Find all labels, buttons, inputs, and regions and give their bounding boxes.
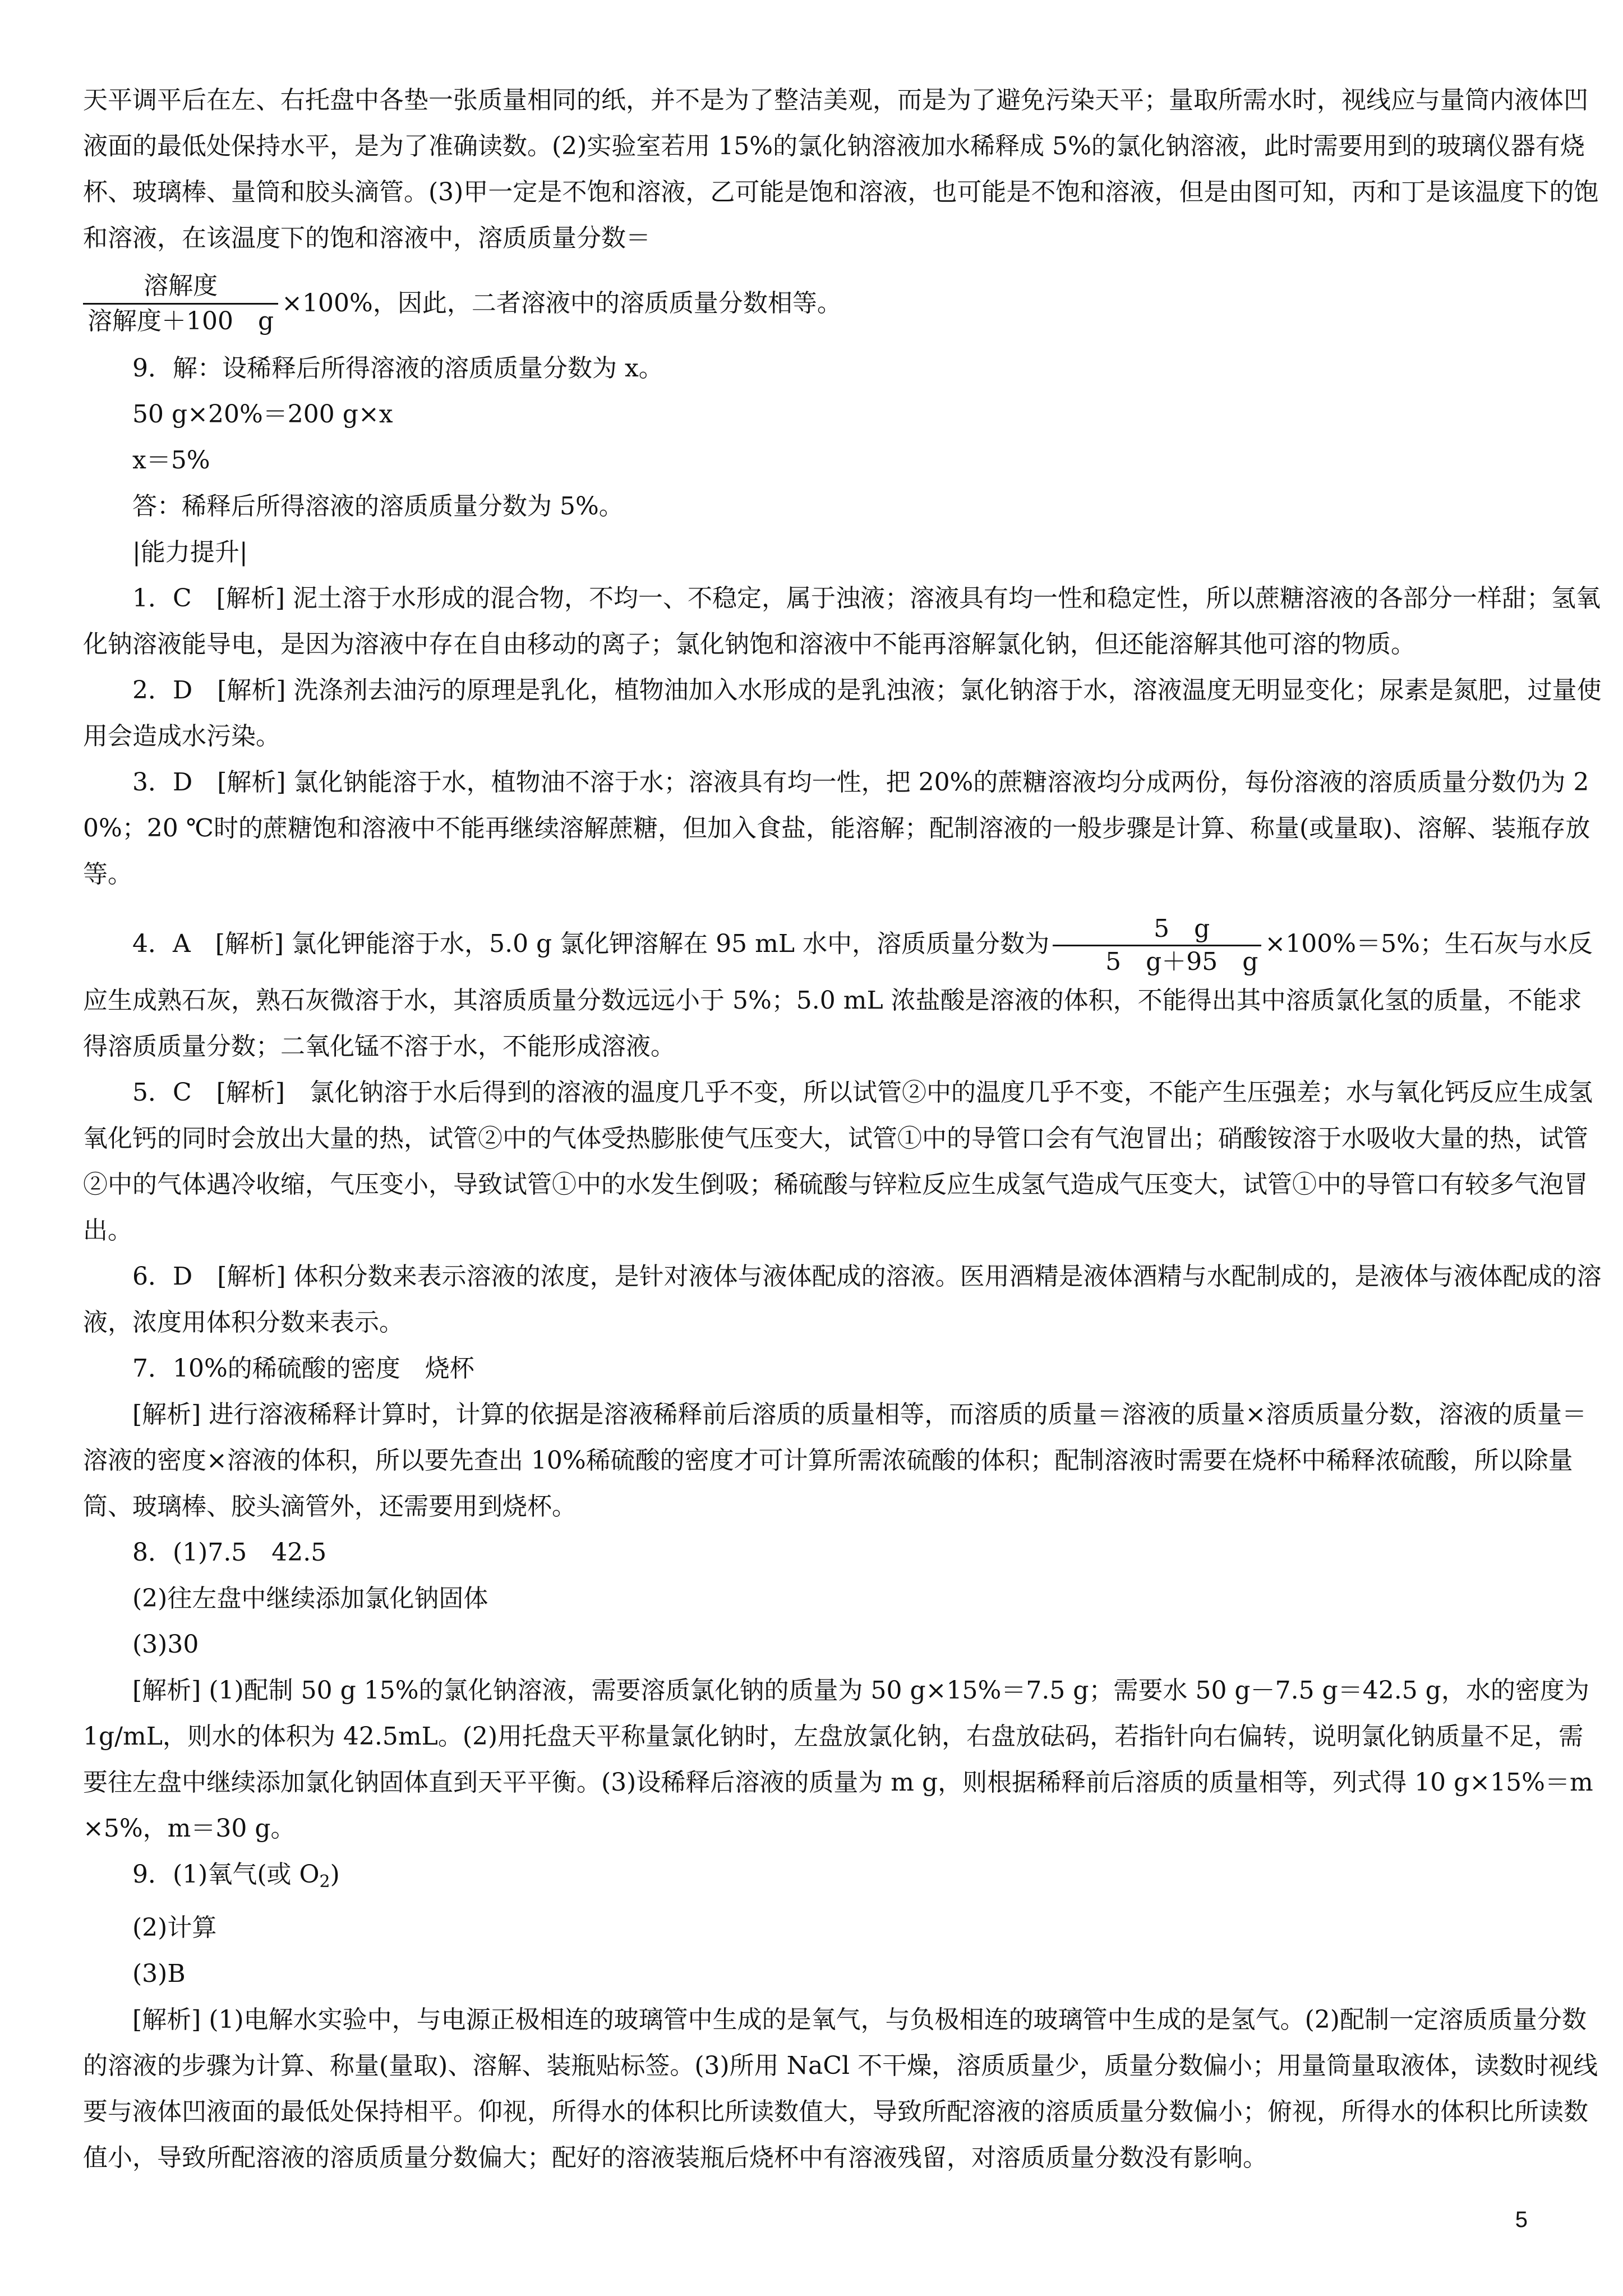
answer-9-analysis: [解析] (1)电解水实验中，与电源正极相连的玻璃管中生成的是氧气，与负极相连的玻璃管中生成的是氢气。(2)配制一定溶质质量分数的溶液的步骤为计算、称量(量取)、溶解、装瓶贴标签。(3)所用 NaCl 不干燥，溶质质量少，质量分数偏小；用量筒量取液体，读数时视线要与液体凹液面的最低处保持相平。仰视，所得水的体积比所读数值大，导致所配溶液的溶质质量分数偏小；俯视，所得水的体积比所读数值小，导致所配溶液的溶质质量分数偏大；配好的溶液装瓶后烧杯中有溶液残留，对溶质质量分数没有影响。 <box>83 2005 1598 2172</box>
answer-3: 3．D [解析] 氯化钠能溶于水，植物油不溶于水；溶液具有均一性，把 20%的蔗糖溶液均分成两份，每份溶液的溶质质量分数仍为 20%；20 ℃时的蔗糖饱和溶液中不能再继续溶解蔗糖，但加入食盐，能溶解；配制溶液的一般步骤是计算、称量(或量取)、溶解、装瓶存放等。 <box>83 768 1590 889</box>
answer-8-part-3: (3)30 <box>132 1630 199 1659</box>
answer-8-part-2: (2)往左盘中继续添加氯化钠固体 <box>132 1584 488 1613</box>
answer-8-parts <box>83 1530 1605 1668</box>
answer-9-part-1-close: ) <box>330 1860 340 1889</box>
answer-9-part-2: (2)计算 <box>132 1913 217 1942</box>
answer-8-analysis: [解析] (1)配制 50 g 15%的氯化钠溶液，需要溶质氯化钠的质量为 50 g×15%＝7.5 g；需要水 50 g－7.5 g＝42.5 g，水的密度为 1g/mL，则水的体积为 42.5mL。(2)用托盘天平称量氯化钠时，左盘放氯化钠，右盘放砝码，若指针向右偏转，说明氯化钠质量不足，需要往左盘中继续添加氯化钠固体直到天平平衡。(3)设稀释后溶液的质量为 m g，则根据稀释前后溶质的质量相等，列式得 10 g×15%＝m×5%，m＝30 g。 <box>83 1676 1597 1843</box>
answer-1: 1．C [解析] 泥土溶于水形成的混合物，不均一、不稳定，属于浊液；溶液具有均一性和稳定性，所以蔗糖溶液的各部分一样甜；氢氧化钠溶液能导电，是因为溶液中存在自由移动的离子；氯化钠饱和溶液中不能再溶解氯化钠，但还能溶解其他可溶的物质。 <box>83 584 1601 659</box>
fraction-numerator: 溶解度 <box>144 271 218 300</box>
section-heading: |能力提升| <box>132 538 248 567</box>
q9-line-4: 答：稀释后所得溶液的溶质质量分数为 5%。 <box>132 492 624 521</box>
answer-8-part-1: 8．(1)7.5 42.5 <box>132 1538 327 1567</box>
answer-6: 6．D [解析] 体积分数来表示溶液的浓度，是针对液体与液体配成的溶液。医用酒精是液体酒精与水配制成的，是液体与液体配成的溶液，浓度用体积分数来表示。 <box>83 1262 1602 1337</box>
answer-9-parts <box>83 1852 1605 1997</box>
document-page <box>83 77 1605 2181</box>
paragraph-8-continued: 天平调平后在左、右托盘中各垫一张质量相同的纸，并不是为了整洁美观，而是为了避免污染天平；量取所需水时，视线应与量筒内液体凹液面的最低处保持水平，是为了准确读数。(2)实验室若用 15%的氯化钠溶液加水稀释成 5%的氯化钠溶液，此时需要用到的玻璃仪器有烧杯、玻璃棒、量筒和胶头滴管。(3)甲一定是不饱和溶液，乙可能是饱和溶液，也可能是不饱和溶液，但是由图可知，丙和丁是该温度下的饱和溶液，在该温度下的饱和溶液中，溶质质量分数＝ <box>83 86 1599 252</box>
answer-9-part-1-text: 9．(1)氧气(或 O <box>132 1860 320 1889</box>
q9-line-1: 9．解：设稀释后所得溶液的溶质质量分数为 x。 <box>132 354 663 383</box>
question-9-solution <box>83 346 1605 576</box>
answer-9-part-3: (3)B <box>132 1959 186 1988</box>
solubility-fraction <box>83 269 278 338</box>
answer-7-analysis: [解析] 进行溶液稀释计算时，计算的依据是溶液稀释前后溶质的质量相等，而溶质的质量＝溶液的质量×溶质质量分数，溶液的质量＝溶液的密度×溶液的体积，所以要先查出 10%稀硫酸的密度才可计算所需浓硫酸的体积；配制溶液时需要在烧杯中稀释浓硫酸，所以除量筒、玻璃棒、胶头滴管外，还需要用到烧杯。 <box>83 1400 1587 1521</box>
q9-line-2: 50 g×20%＝200 g×x <box>132 400 393 429</box>
answer-4 <box>83 913 1605 1070</box>
answer-4-before: 4．A [解析] 氯化钾能溶于水，5.0 g 氯化钾溶解在 95 mL 水中，溶质质量分数为 <box>132 930 1050 958</box>
inline-fraction-denominator: 5 g＋95 g <box>1105 947 1258 976</box>
answer-9-part-1 <box>132 1852 1605 1905</box>
page-number: 5 <box>1515 2207 1528 2232</box>
answer-5: 5．C [解析] 氯化钠溶于水后得到的溶液的温度几乎不变，所以试管②中的温度几乎不变，不能产生压强差；水与氧化钙反应生成氢氧化钙的同时会放出大量的热，试管②中的气体受热膨胀使气压变大，试管①中的导管口会有气泡冒出；硝酸铵溶于水吸收大量的热，试管②中的气体遇冷收缩，气压变小，导致试管①中的水发生倒吸；稀硫酸与锌粒反应生成氢气造成气压变大，试管①中的导管口有较多气泡冒出。 <box>83 1078 1593 1245</box>
spacer <box>83 898 1605 913</box>
answer-2: 2．D [解析] 洗涤剂去油污的原理是乳化，植物油加入水形成的是乳浊液；氯化钠溶于水，溶液温度无明显变化；尿素是氮肥，过量使用会造成水污染。 <box>83 676 1602 751</box>
inline-fraction-numerator: 5 g <box>1154 914 1210 943</box>
fraction-after-text: ×100%，因此，二者溶液中的溶质质量分数相等。 <box>282 289 842 318</box>
q9-line-3: x＝5% <box>132 446 210 475</box>
fraction-denominator: 溶解度＋100 g <box>87 306 274 335</box>
fraction-line <box>83 261 1605 346</box>
mass-fraction <box>1053 913 1261 978</box>
subscript: 2 <box>319 1872 330 1892</box>
answer-4-after: ×100%＝5%；生石灰与水反应生成熟石灰，熟石灰微溶于水，其溶质质量分数远远小于 5%；5.0 mL 浓盐酸是溶液的体积，不能得出其中溶质氯化氢的质量，不能求得溶质质量分数；二氧化锰不溶于水，不能形成溶液。 <box>83 930 1593 1061</box>
answer-7-line-1: 7．10%的稀硫酸的密度 烧杯 <box>132 1354 474 1383</box>
